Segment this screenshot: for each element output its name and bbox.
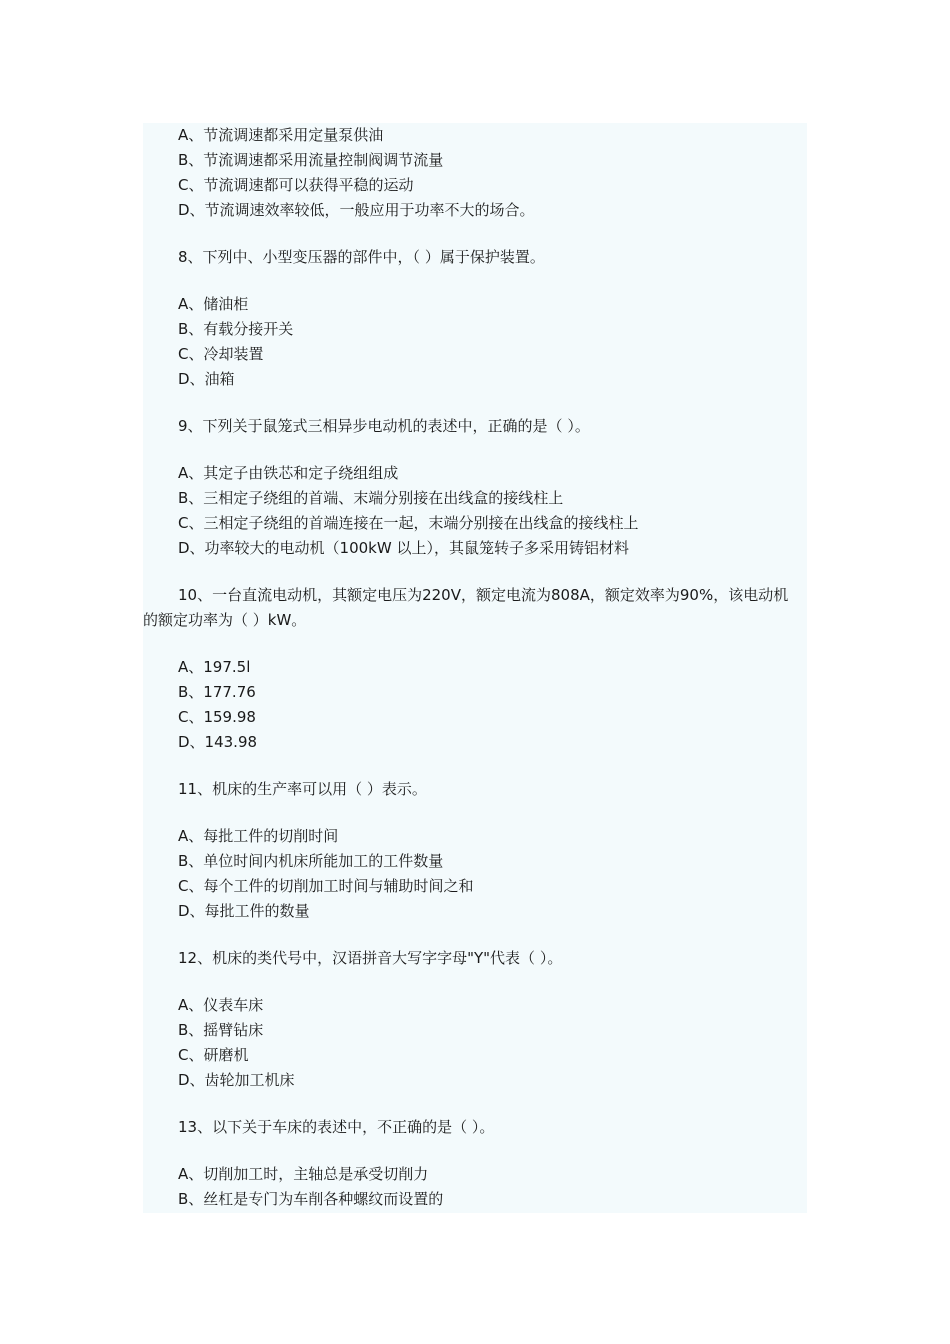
- option-q8-a: A、储油柜: [178, 295, 249, 313]
- question-11: 11、机床的生产率可以用（ ）表示。: [178, 780, 427, 798]
- option-q9-a: A、其定子由铁芯和定子绕组组成: [178, 464, 399, 482]
- option-q10-c: C、159.98: [178, 708, 256, 726]
- option-q13-a: A、切削加工时，主轴总是承受切削力: [178, 1165, 429, 1183]
- question-13: 13、以下关于车床的表述中，不正确的是（ ）。: [178, 1118, 495, 1136]
- option-q8-c: C、冷却装置: [178, 345, 264, 363]
- option-q9-b: B、三相定子绕组的首端、末端分别接在出线盒的接线柱上: [178, 489, 564, 507]
- option-q9-d: D、功率较大的电动机（100kW 以上），其鼠笼转子多采用铸铝材料: [178, 539, 629, 557]
- option-q8-d: D、油箱: [178, 370, 235, 388]
- option-q11-c: C、每个工件的切削加工时间与辅助时间之和: [178, 877, 474, 895]
- option-q7-c: C、节流调速都可以获得平稳的运动: [178, 176, 414, 194]
- option-q7-b: B、节流调速都采用流量控制阀调节流量: [178, 151, 444, 169]
- option-q12-c: C、研磨机: [178, 1046, 249, 1064]
- option-q7-a: A、节流调速都采用定量泵供油: [178, 126, 384, 144]
- question-8: 8、下列中、小型变压器的部件中，（ ）属于保护装置。: [178, 248, 545, 266]
- option-q9-c: C、三相定子绕组的首端连接在一起，末端分别接在出线盒的接线柱上: [178, 514, 639, 532]
- option-q11-d: D、每批工件的数量: [178, 902, 310, 920]
- q7-options: [143, 123, 803, 223]
- option-q10-d: D、143.98: [178, 733, 258, 751]
- option-q11-b: B、单位时间内机床所能加工的工件数量: [178, 852, 444, 870]
- option-q12-b: B、摇臂钻床: [178, 1021, 264, 1039]
- option-q8-b: B、有载分接开关: [178, 320, 294, 338]
- option-q7-d: D、节流调速效率较低，一般应用于功率不大的场合。: [178, 201, 535, 219]
- document-content: [143, 123, 803, 1212]
- option-q11-a: A、每批工件的切削时间: [178, 827, 339, 845]
- question-9: 9、下列关于鼠笼式三相异步电动机的表述中，正确的是（ ）。: [178, 417, 590, 435]
- option-q13-b: B、丝杠是专门为车削各种螺纹而设置的: [178, 1190, 444, 1208]
- option-q12-a: A、仪表车床: [178, 996, 264, 1014]
- option-q12-d: D、齿轮加工机床: [178, 1071, 295, 1089]
- option-q10-a: A、197.5l: [178, 658, 251, 676]
- question-10: 10、一台直流电动机，其额定电压为220V，额定电流为808A，额定效率为90%，该电动机的额定功率为（ ）kW。: [143, 586, 789, 629]
- option-q10-b: B、177.76: [178, 683, 256, 701]
- question-12: 12、机床的类代号中，汉语拼音大写字字母"Y"代表（ ）。: [178, 949, 563, 967]
